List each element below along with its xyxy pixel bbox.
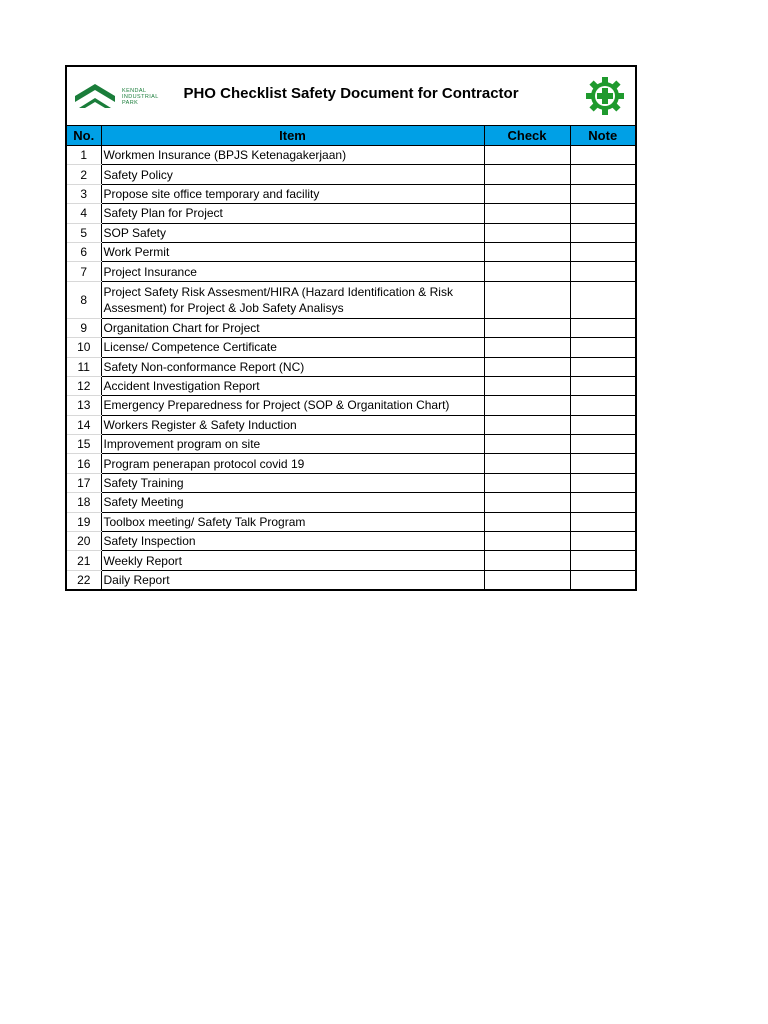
row-number-cell: 8 [67, 281, 101, 318]
document-title: PHO Checklist Safety Document for Contractor [183, 85, 519, 102]
table-body [67, 146, 635, 590]
row-note-cell[interactable] [570, 262, 635, 281]
row-number-cell: 13 [67, 396, 101, 415]
table-row [67, 473, 635, 492]
row-check-cell[interactable] [484, 454, 570, 473]
row-note-cell[interactable] [570, 338, 635, 357]
row-check-cell[interactable] [484, 473, 570, 492]
table-row [67, 532, 635, 551]
row-number-cell: 12 [67, 376, 101, 395]
row-check-cell[interactable] [484, 318, 570, 337]
row-item-cell: Safety Plan for Project [101, 204, 484, 223]
table-row [67, 242, 635, 261]
row-number-cell: 6 [67, 242, 101, 261]
table-row [67, 570, 635, 589]
table-row [67, 338, 635, 357]
row-note-cell[interactable] [570, 454, 635, 473]
checklist-table [67, 126, 635, 589]
row-number-cell: 17 [67, 473, 101, 492]
table-row [67, 396, 635, 415]
row-item-cell: Project Insurance [101, 262, 484, 281]
row-number-cell: 7 [67, 262, 101, 281]
row-item-cell: Propose site office temporary and facility [101, 184, 484, 203]
logo-line: PARK [122, 100, 139, 106]
document-header [67, 67, 635, 126]
row-check-cell[interactable] [484, 357, 570, 376]
row-number-cell: 2 [67, 165, 101, 184]
row-item-cell: Safety Non-conformance Report (NC) [101, 357, 484, 376]
row-number-cell: 3 [67, 184, 101, 203]
row-item-cell: Organitation Chart for Project [101, 318, 484, 337]
row-item-cell: Workers Register & Safety Induction [101, 415, 484, 434]
row-check-cell[interactable] [484, 532, 570, 551]
row-note-cell[interactable] [570, 184, 635, 203]
row-item-cell: Safety Meeting [101, 493, 484, 512]
table-row [67, 281, 635, 318]
table-row [67, 184, 635, 203]
table-row [67, 223, 635, 242]
row-number-cell: 18 [67, 493, 101, 512]
row-number-cell: 5 [67, 223, 101, 242]
logo-line: INDUSTRIAL [122, 94, 159, 100]
row-check-cell[interactable] [484, 396, 570, 415]
row-item-cell: Improvement program on site [101, 435, 484, 454]
row-item-cell: Safety Training [101, 473, 484, 492]
row-number-cell: 16 [67, 454, 101, 473]
row-number-cell: 20 [67, 532, 101, 551]
row-number-cell: 11 [67, 357, 101, 376]
row-check-cell[interactable] [484, 146, 570, 165]
row-check-cell[interactable] [484, 165, 570, 184]
row-check-cell[interactable] [484, 376, 570, 395]
row-note-cell[interactable] [570, 242, 635, 261]
row-note-cell[interactable] [570, 493, 635, 512]
logo-line: KENDAL [122, 88, 147, 94]
table-row [67, 551, 635, 570]
row-note-cell[interactable] [570, 473, 635, 492]
row-note-cell[interactable] [570, 415, 635, 434]
checklist-sheet [65, 65, 637, 591]
row-item-cell: Accident Investigation Report [101, 376, 484, 395]
row-item-cell: Toolbox meeting/ Safety Talk Program [101, 512, 484, 531]
table-row [67, 318, 635, 337]
row-item-cell: License/ Competence Certificate [101, 338, 484, 357]
row-number-cell: 22 [77, 573, 91, 587]
row-check-cell[interactable] [484, 184, 570, 203]
row-number-cell: 10 [67, 338, 101, 357]
header-check: Check [484, 126, 570, 146]
row-item-cell: Weekly Report [101, 551, 484, 570]
row-number-cell: 15 [67, 435, 101, 454]
table-row [67, 493, 635, 512]
table-row [67, 435, 635, 454]
table-row [67, 165, 635, 184]
table-row [67, 146, 635, 165]
row-check-cell[interactable] [484, 338, 570, 357]
row-item-cell: Program penerapan protocol covid 19 [101, 454, 484, 473]
row-item-cell: Work Permit [101, 242, 484, 261]
row-note-cell[interactable] [570, 281, 635, 318]
row-number-cell: 9 [67, 318, 101, 337]
row-check-cell[interactable] [484, 262, 570, 281]
table-row [67, 204, 635, 223]
row-note-cell[interactable] [570, 204, 635, 223]
header-item: Item [101, 126, 484, 146]
row-check-cell[interactable] [484, 570, 570, 589]
row-note-cell[interactable] [570, 435, 635, 454]
table-row [67, 262, 635, 281]
table-row [67, 376, 635, 395]
row-number-cell: 1 [67, 146, 101, 165]
row-note-cell[interactable] [570, 512, 635, 531]
green-cross-gear-icon [585, 76, 625, 116]
row-note-cell[interactable] [570, 376, 635, 395]
row-note-cell[interactable] [570, 223, 635, 242]
row-check-cell[interactable] [484, 415, 570, 434]
row-item-cell: Workmen Insurance (BPJS Ketenagakerjaan) [101, 146, 484, 165]
row-item-cell: Daily Report [101, 570, 484, 589]
row-item-cell: Safety Policy [101, 165, 484, 184]
table-row [67, 512, 635, 531]
header-note: Note [570, 126, 635, 146]
table-row [67, 415, 635, 434]
row-item-cell: Emergency Preparedness for Project (SOP & Organitation Chart) [101, 396, 484, 415]
row-number-cell: 4 [67, 204, 101, 223]
row-item-cell: SOP Safety [101, 223, 484, 242]
row-check-cell[interactable] [484, 242, 570, 261]
row-note-cell[interactable] [570, 532, 635, 551]
row-check-cell[interactable] [484, 493, 570, 512]
row-item-cell: Safety Inspection [101, 532, 484, 551]
row-item-cell: Project Safety Risk Assesment/HIRA (Hazard Identification & Risk Assesment) for Project & Job Safety Analisys [101, 281, 484, 318]
row-note-cell[interactable] [570, 318, 635, 337]
table-header-row [67, 126, 635, 146]
row-note-cell[interactable] [570, 146, 635, 165]
row-number-cell: 14 [67, 415, 101, 434]
row-number-cell: 19 [67, 512, 101, 531]
row-note-cell[interactable] [570, 165, 635, 184]
row-check-cell[interactable] [484, 551, 570, 570]
table-row [67, 454, 635, 473]
header-no: No. [67, 126, 101, 146]
row-check-cell[interactable] [484, 281, 570, 318]
row-note-cell[interactable] [570, 570, 635, 589]
row-number-cell: 21 [67, 551, 101, 570]
row-note-cell[interactable] [570, 396, 635, 415]
row-check-cell[interactable] [484, 512, 570, 531]
row-note-cell[interactable] [570, 357, 635, 376]
table-row [67, 357, 635, 376]
row-note-cell[interactable] [570, 551, 635, 570]
row-check-cell[interactable] [484, 223, 570, 242]
row-check-cell[interactable] [484, 204, 570, 223]
row-check-cell[interactable] [484, 435, 570, 454]
